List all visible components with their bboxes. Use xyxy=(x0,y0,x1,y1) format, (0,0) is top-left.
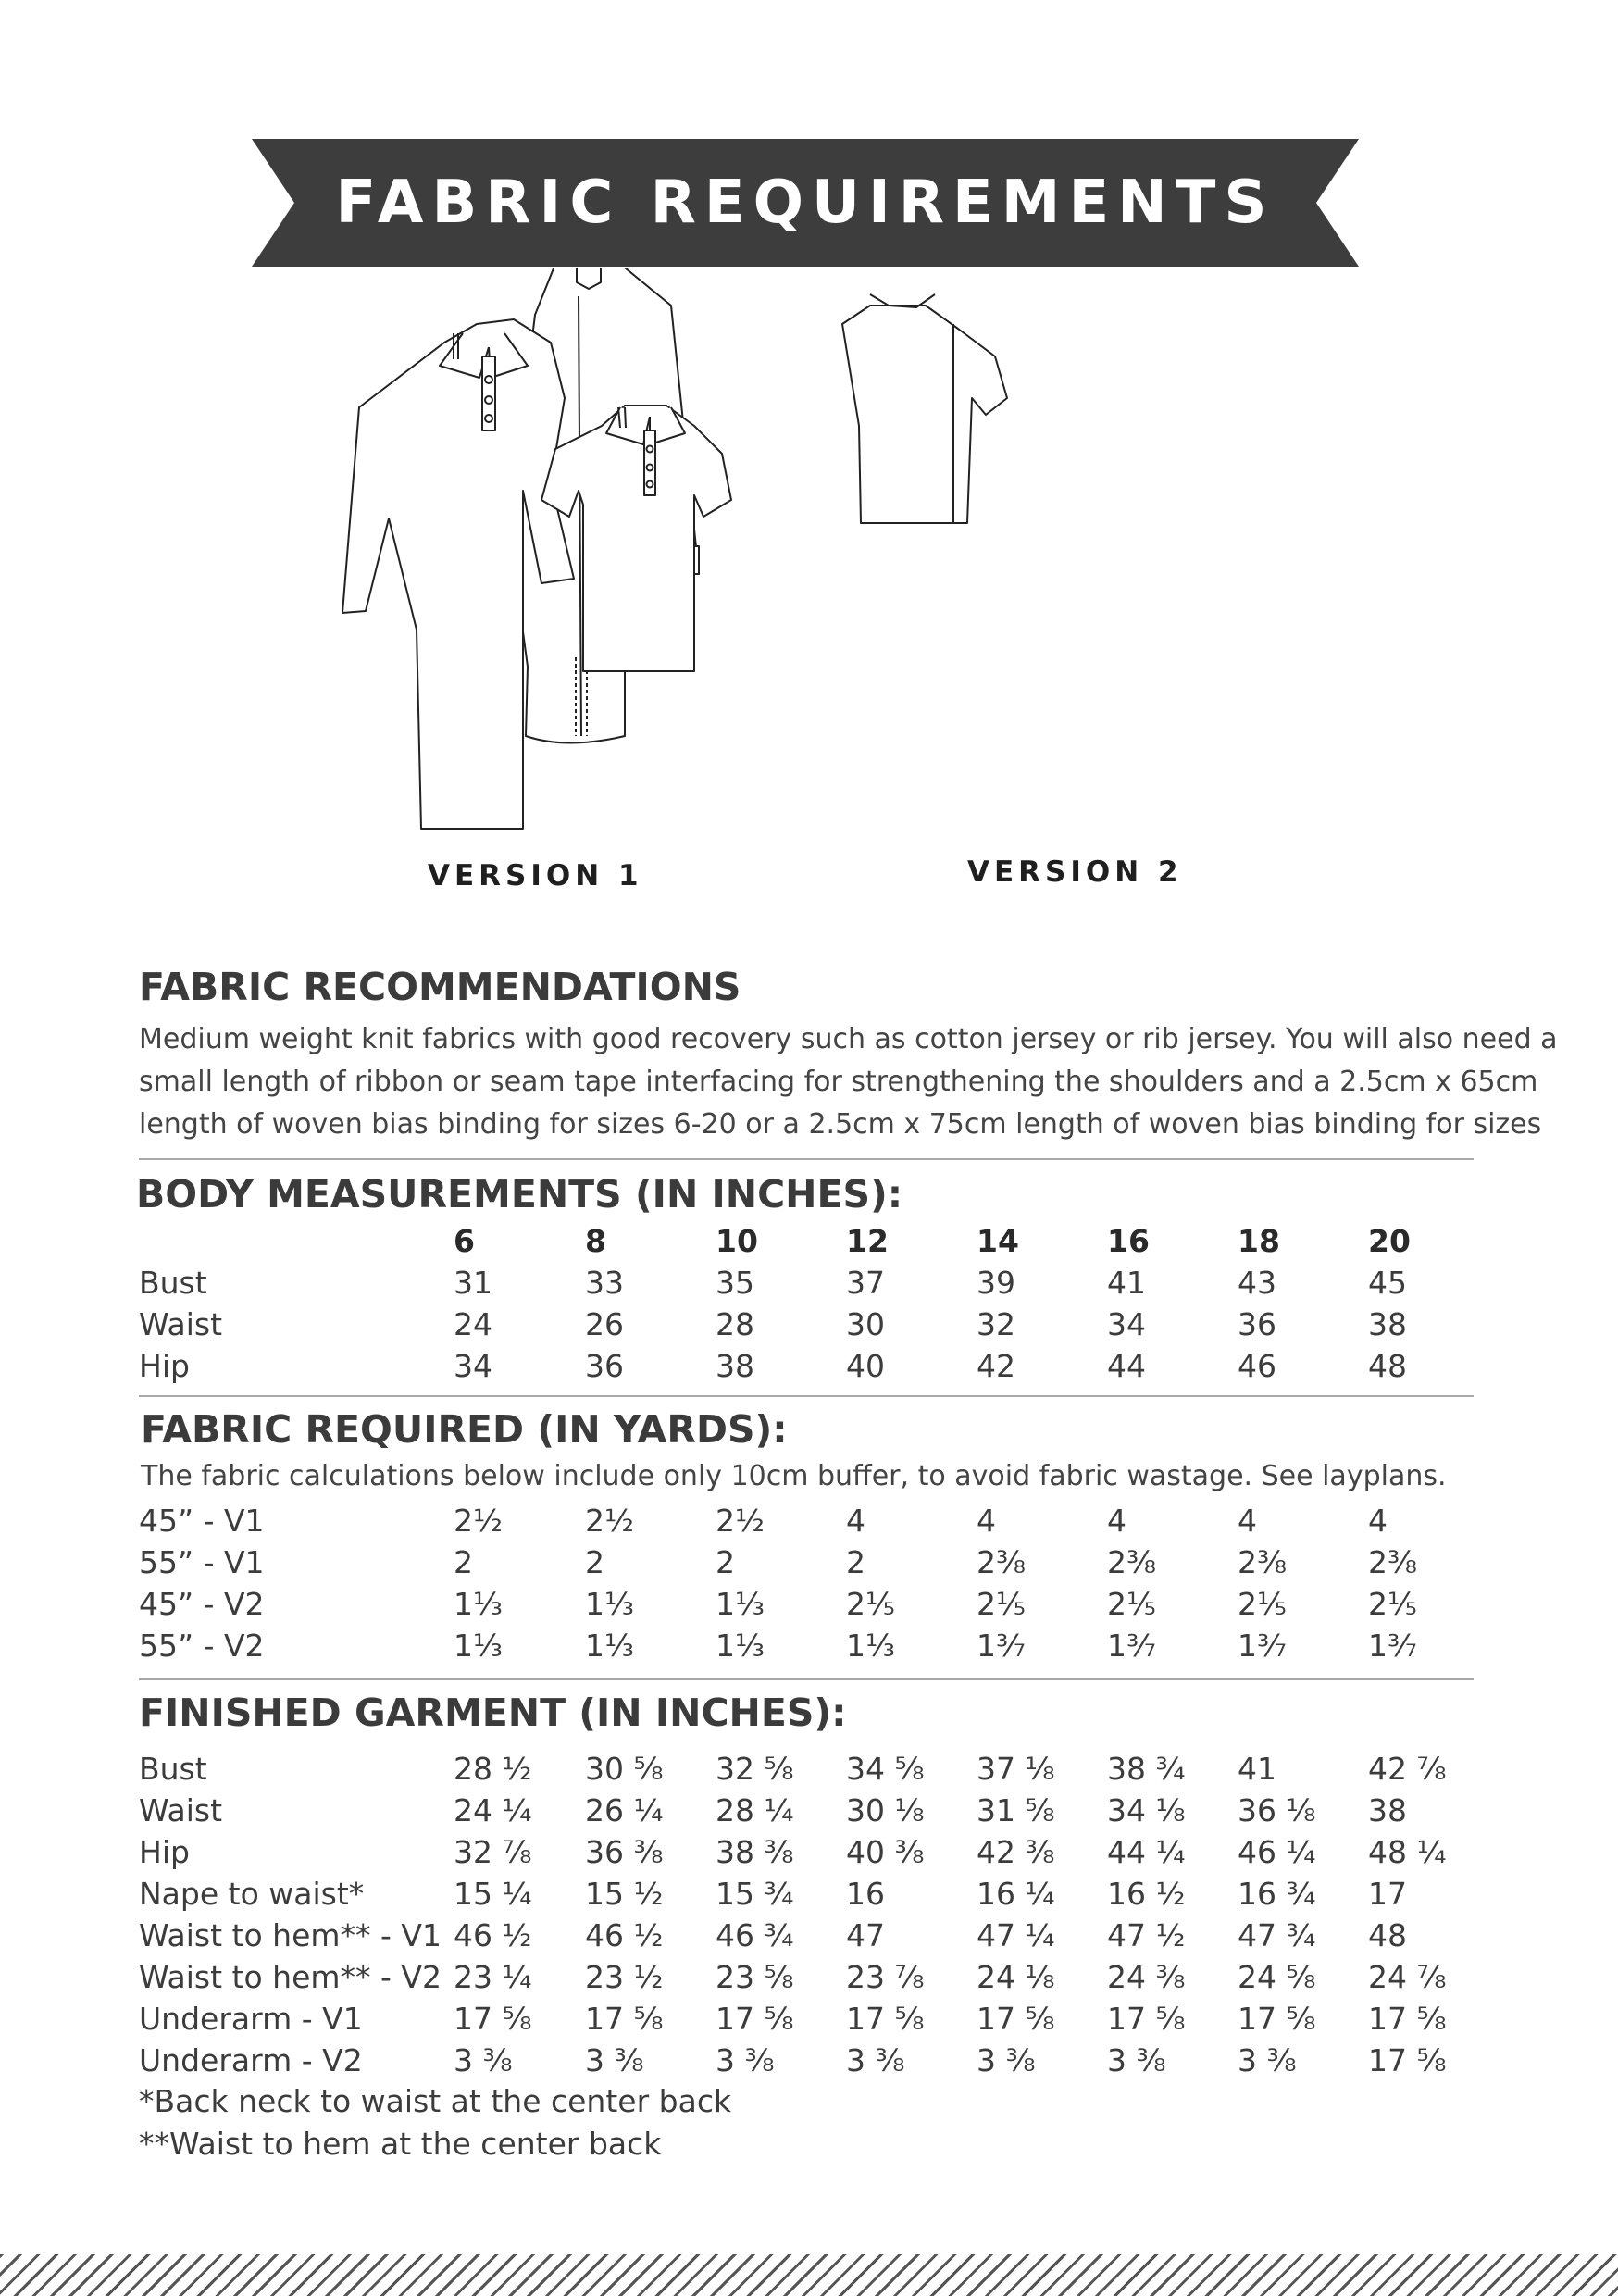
table-cell: 1³⁄₇ xyxy=(1368,1628,1417,1664)
table-cell: 2⅜ xyxy=(1107,1544,1156,1580)
table-cell: 37 xyxy=(846,1265,885,1301)
table-cell: 15 ¾ xyxy=(716,1876,794,1912)
size-header: 18 xyxy=(1238,1223,1280,1259)
table-cell: 16 xyxy=(846,1876,885,1912)
table-cell: 2⅜ xyxy=(977,1544,1026,1580)
table-cell: 1⅓ xyxy=(454,1628,503,1664)
table-cell: 4 xyxy=(977,1503,996,1539)
table-cell: 26 ¼ xyxy=(585,1792,664,1828)
table-cell: 24 ⅝ xyxy=(1238,1959,1316,1995)
table-cell: 35 xyxy=(716,1265,754,1301)
table-cell: 2½ xyxy=(585,1503,634,1539)
recommendations-line: length of woven bias binding for sizes 6-20 or a 2.5cm x 75cm length of woven bias binding for sizes xyxy=(139,1108,1542,1141)
table-cell: 1³⁄₇ xyxy=(1107,1628,1156,1664)
table-cell: 1⅓ xyxy=(716,1628,765,1664)
section-divider xyxy=(139,1678,1474,1680)
table-cell: 41 xyxy=(1107,1265,1146,1301)
table-cell: 40 xyxy=(846,1348,885,1384)
table-cell: 17 ⅝ xyxy=(716,2001,794,2037)
row-label: Underarm - V2 xyxy=(139,2042,363,2078)
table-cell: 36 xyxy=(1238,1306,1276,1342)
table-cell: 3 ⅜ xyxy=(977,2042,1036,2078)
table-cell: 2⅜ xyxy=(1368,1544,1417,1580)
table-cell: 1⅓ xyxy=(585,1628,634,1664)
table-cell: 39 xyxy=(977,1265,1015,1301)
table-cell: 45 xyxy=(1368,1265,1407,1301)
footer-stripes xyxy=(0,2254,1618,2296)
table-cell: 17 ⅝ xyxy=(977,2001,1055,2037)
row-label: 45” - V2 xyxy=(139,1586,265,1622)
table-cell: 36 ⅜ xyxy=(585,1834,664,1870)
table-cell: 1³⁄₇ xyxy=(977,1628,1026,1664)
table-cell: 1⅓ xyxy=(585,1586,634,1622)
section-divider xyxy=(139,1158,1474,1160)
table-cell: 38 xyxy=(716,1348,754,1384)
table-cell: 24 ¼ xyxy=(454,1792,532,1828)
row-label: 55” - V2 xyxy=(139,1628,265,1664)
table-cell: 42 ⅜ xyxy=(977,1834,1055,1870)
size-header: 12 xyxy=(846,1223,889,1259)
table-cell: 17 ⅝ xyxy=(1368,2001,1447,2037)
table-cell: 2 xyxy=(585,1544,604,1580)
table-cell: 15 ½ xyxy=(585,1876,664,1912)
table-cell: 28 ½ xyxy=(454,1751,532,1787)
table-cell: 3 ⅜ xyxy=(454,2042,513,2078)
table-cell: 28 ¼ xyxy=(716,1792,794,1828)
table-cell: 34 ⅝ xyxy=(846,1751,925,1787)
table-cell: 3 ⅜ xyxy=(716,2042,775,2078)
row-label: 55” - V1 xyxy=(139,1544,265,1580)
table-cell: 31 ⅝ xyxy=(977,1792,1055,1828)
footnote: *Back neck to waist at the center back xyxy=(139,2083,732,2119)
table-cell: 38 ⅜ xyxy=(716,1834,794,1870)
version-1-dress-front-illustration xyxy=(342,319,574,829)
table-cell: 3 ⅜ xyxy=(1107,2042,1166,2078)
table-cell: 2⅜ xyxy=(1238,1544,1287,1580)
table-cell: 46 xyxy=(1238,1348,1276,1384)
table-cell: 42 xyxy=(977,1348,1015,1384)
table-cell: 16 ¼ xyxy=(977,1876,1055,1912)
table-cell: 23 ½ xyxy=(585,1959,664,1995)
recommendations-line: small length of ribbon or seam tape interfacing for strengthening the shoulders and a 2.5cm x 65cm xyxy=(139,1066,1538,1098)
row-label: Waist xyxy=(139,1792,223,1828)
fabric-required-heading: FABRIC REQUIRED (IN YARDS): xyxy=(141,1407,788,1452)
table-cell: 37 ⅛ xyxy=(977,1751,1055,1787)
row-label: Hip xyxy=(139,1834,190,1870)
table-cell: 4 xyxy=(1368,1503,1388,1539)
size-header: 20 xyxy=(1368,1223,1411,1259)
table-cell: 34 xyxy=(454,1348,492,1384)
table-cell: 38 xyxy=(1368,1792,1407,1828)
table-cell: 2⅕ xyxy=(846,1586,895,1622)
row-label: Waist to hem** - V1 xyxy=(139,1917,442,1953)
table-cell: 47 ¼ xyxy=(977,1917,1055,1953)
table-cell: 32 xyxy=(977,1306,1015,1342)
table-cell: 4 xyxy=(846,1503,865,1539)
body-measurements-heading: BODY MEASUREMENTS (IN INCHES): xyxy=(136,1172,903,1217)
table-cell: 46 ¾ xyxy=(716,1917,794,1953)
table-cell: 17 ⅝ xyxy=(846,2001,925,2037)
table-cell: 28 xyxy=(716,1306,754,1342)
footnote: **Waist to hem at the center back xyxy=(139,2126,662,2162)
table-cell: 30 xyxy=(846,1306,885,1342)
table-cell: 30 ⅛ xyxy=(846,1792,925,1828)
table-cell: 17 ⅝ xyxy=(1107,2001,1186,2037)
table-cell: 2⅕ xyxy=(977,1586,1026,1622)
table-cell: 24 ⅞ xyxy=(1368,1959,1447,1995)
fabric-required-note: The fabric calculations below include only 10cm buffer, to avoid fabric wastage. See layplans. xyxy=(141,1460,1447,1492)
table-cell: 40 ⅜ xyxy=(846,1834,925,1870)
recommendations-line: Medium weight knit fabrics with good recovery such as cotton jersey or rib jersey. You will also need a xyxy=(139,1023,1558,1055)
table-cell: 31 xyxy=(454,1265,492,1301)
table-cell: 3 ⅜ xyxy=(846,2042,905,2078)
version-1-label: VERSION 1 xyxy=(428,859,643,892)
table-cell: 46 ¼ xyxy=(1238,1834,1316,1870)
table-cell: 17 ⅝ xyxy=(454,2001,532,2037)
table-cell: 23 ¼ xyxy=(454,1959,532,1995)
table-cell: 26 xyxy=(585,1306,624,1342)
table-cell: 17 ⅝ xyxy=(1238,2001,1316,2037)
table-cell: 32 ⅝ xyxy=(716,1751,794,1787)
table-cell: 47 ½ xyxy=(1107,1917,1186,1953)
table-cell: 38 ¾ xyxy=(1107,1751,1186,1787)
table-cell: 23 ⅞ xyxy=(846,1959,925,1995)
size-header: 16 xyxy=(1107,1223,1150,1259)
table-cell: 1⅓ xyxy=(454,1586,503,1622)
table-cell: 36 xyxy=(585,1348,624,1384)
table-cell: 44 ¼ xyxy=(1107,1834,1186,1870)
table-cell: 24 ⅜ xyxy=(1107,1959,1186,1995)
page-title: FABRIC REQUIREMENTS xyxy=(335,168,1276,237)
table-cell: 4 xyxy=(1238,1503,1257,1539)
table-cell: 38 xyxy=(1368,1306,1407,1342)
table-cell: 24 ⅛ xyxy=(977,1959,1055,1995)
finished-garment-heading: FINISHED GARMENT (IN INCHES): xyxy=(139,1691,847,1735)
table-cell: 33 xyxy=(585,1265,624,1301)
table-cell: 17 xyxy=(1368,1876,1407,1912)
table-cell: 30 ⅝ xyxy=(585,1751,664,1787)
table-cell: 46 ½ xyxy=(585,1917,664,1953)
table-cell: 3 ⅜ xyxy=(585,2042,644,2078)
table-cell: 23 ⅝ xyxy=(716,1959,794,1995)
table-cell: 1³⁄₇ xyxy=(1238,1628,1287,1664)
table-cell: 36 ⅛ xyxy=(1238,1792,1316,1828)
row-label: Nape to waist* xyxy=(139,1876,365,1912)
size-header: 6 xyxy=(454,1223,475,1259)
table-cell: 15 ¼ xyxy=(454,1876,532,1912)
garment-illustrations xyxy=(315,268,1240,861)
table-cell: 16 ¾ xyxy=(1238,1876,1316,1912)
row-label: Waist to hem** - V2 xyxy=(139,1959,442,1995)
recommendations-text xyxy=(139,1018,1558,1146)
table-cell: 47 xyxy=(846,1917,885,1953)
table-cell: 44 xyxy=(1107,1348,1146,1384)
table-cell: 1⅓ xyxy=(716,1586,765,1622)
table-cell: 46 ½ xyxy=(454,1917,532,1953)
version-2-top-back-illustration xyxy=(842,294,1007,523)
table-cell: 2⅕ xyxy=(1238,1586,1287,1622)
row-label: Waist xyxy=(139,1306,223,1342)
table-cell: 48 xyxy=(1368,1348,1407,1384)
table-cell: 48 ¼ xyxy=(1368,1834,1447,1870)
table-cell: 16 ½ xyxy=(1107,1876,1186,1912)
table-cell: 17 ⅝ xyxy=(1368,2042,1447,2078)
row-label: Bust xyxy=(139,1751,207,1787)
table-cell: 32 ⅞ xyxy=(454,1834,532,1870)
section-divider xyxy=(139,1395,1474,1397)
table-cell: 2 xyxy=(454,1544,473,1580)
table-cell: 2⅕ xyxy=(1368,1586,1417,1622)
size-header: 14 xyxy=(977,1223,1019,1259)
table-cell: 24 xyxy=(454,1306,492,1342)
table-cell: 43 xyxy=(1238,1265,1276,1301)
table-cell: 4 xyxy=(1107,1503,1126,1539)
table-cell: 2 xyxy=(716,1544,735,1580)
size-header: 10 xyxy=(716,1223,758,1259)
table-cell: 41 xyxy=(1238,1751,1276,1787)
table-cell: 17 ⅝ xyxy=(585,2001,664,2037)
row-label: 45” - V1 xyxy=(139,1503,265,1539)
row-label: Bust xyxy=(139,1265,207,1301)
version-2-label: VERSION 2 xyxy=(967,855,1183,889)
table-cell: 2½ xyxy=(454,1503,503,1539)
recommendations-heading: FABRIC RECOMMENDATIONS xyxy=(139,965,741,1009)
table-cell: 2 xyxy=(846,1544,865,1580)
row-label: Underarm - V1 xyxy=(139,2001,363,2037)
table-cell: 48 xyxy=(1368,1917,1407,1953)
table-cell: 2½ xyxy=(716,1503,765,1539)
size-header: 8 xyxy=(585,1223,606,1259)
table-cell: 1⅓ xyxy=(846,1628,895,1664)
table-cell: 34 ⅛ xyxy=(1107,1792,1186,1828)
table-cell: 34 xyxy=(1107,1306,1146,1342)
table-cell: 42 ⅞ xyxy=(1368,1751,1447,1787)
row-label: Hip xyxy=(139,1348,190,1384)
table-cell: 47 ¾ xyxy=(1238,1917,1316,1953)
table-cell: 3 ⅜ xyxy=(1238,2042,1297,2078)
table-cell: 2⅕ xyxy=(1107,1586,1156,1622)
